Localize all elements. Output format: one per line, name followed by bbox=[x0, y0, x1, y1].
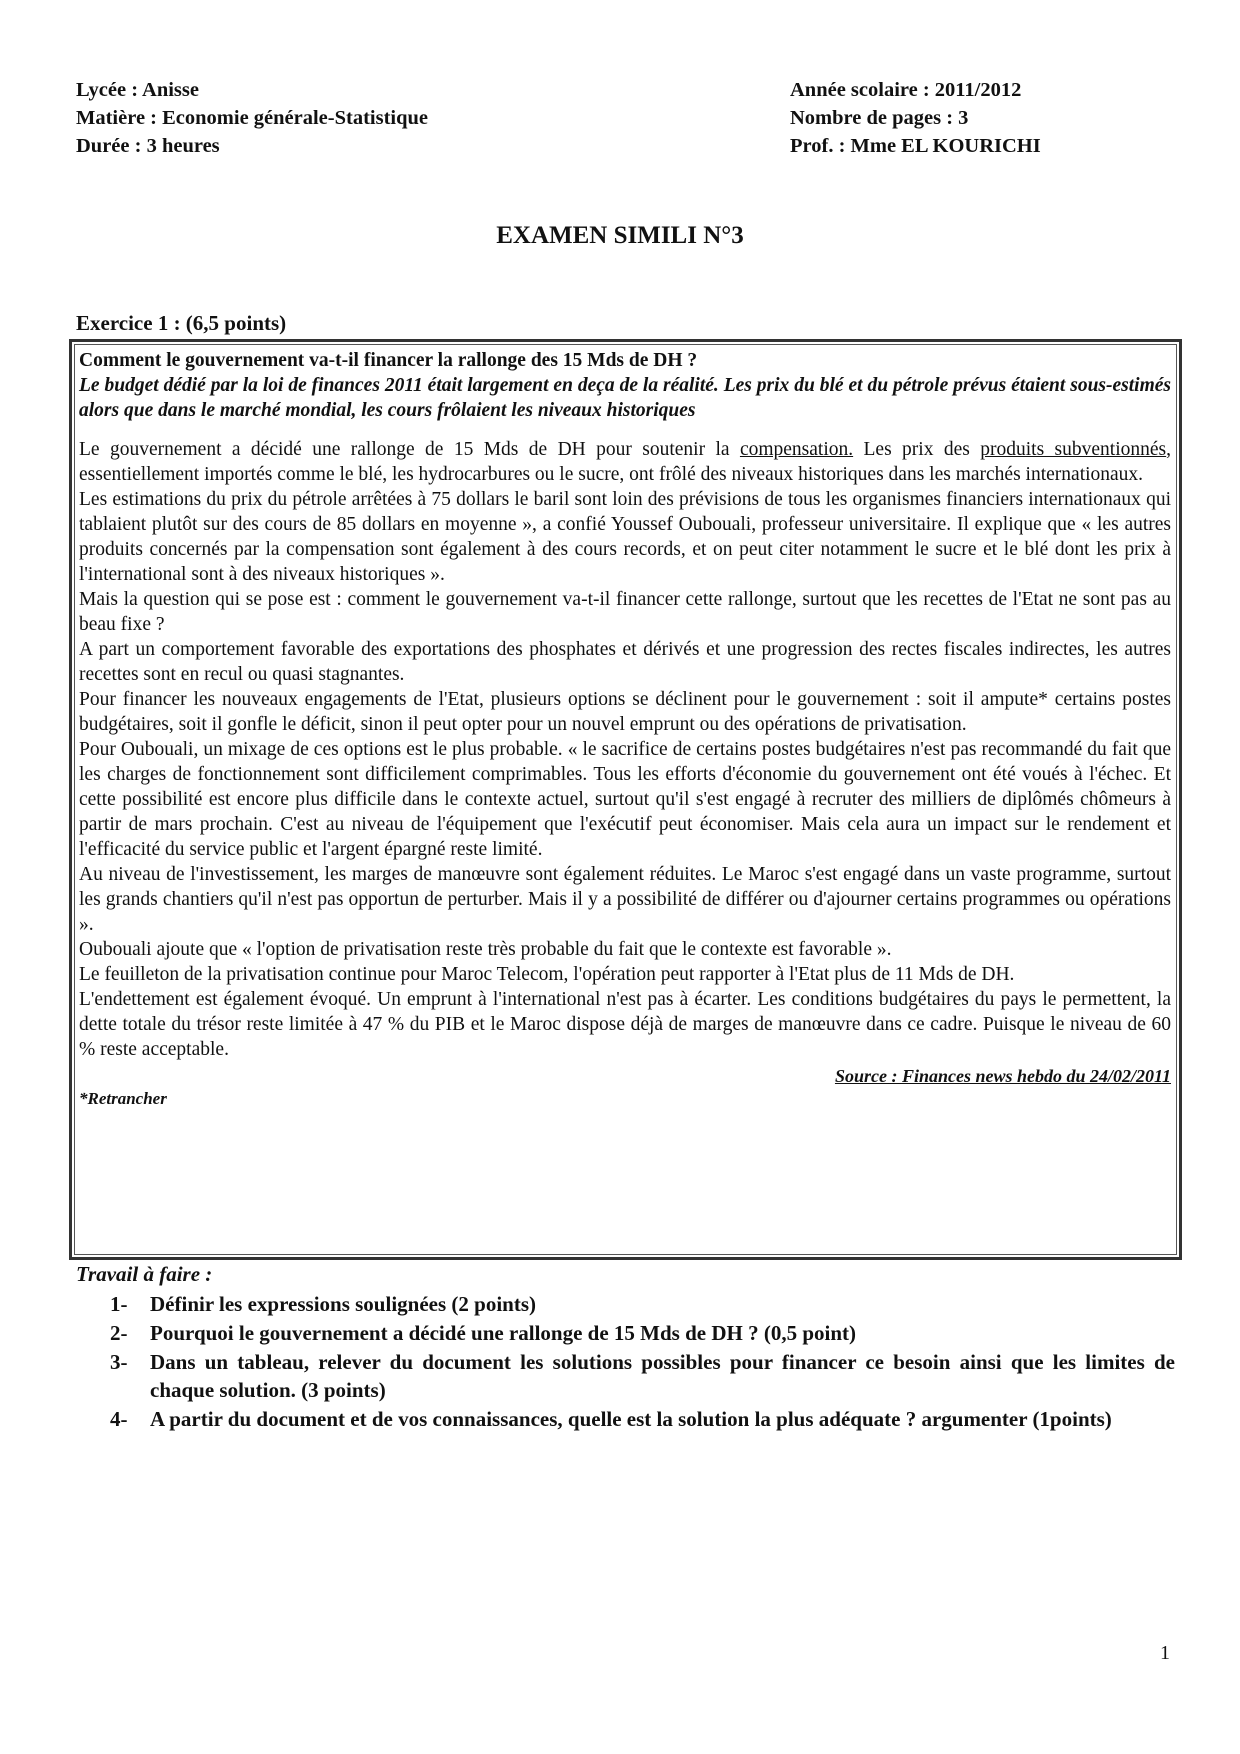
task-number: 4- bbox=[110, 1407, 128, 1431]
paragraph: Les estimations du prix du pétrole arrêtées à 75 dollars le baril sont loin des prévisions de tous les organismes financiers internationaux qui tablaient plutôt sur des cours de 85 dollars en moyenne », a confié Youssef Oubouali, professeur universitaire. Il explique que « les autres produits concernés par la compensation sont également à des cours records, et on peut citer notamment le sucre et le blé dont les prix à l'international sont à des niveaux historiques ». bbox=[79, 489, 1171, 585]
task-list bbox=[110, 1290, 1175, 1434]
task-text: Pourquoi le gouvernement a décidé une rallonge de 15 Mds de DH ? (0,5 point) bbox=[150, 1321, 857, 1345]
task-number: 2- bbox=[110, 1321, 128, 1345]
task-item bbox=[110, 1405, 1175, 1433]
subject: Matière : Economie générale-Statistique bbox=[76, 107, 429, 129]
school-name: Lycée : Anisse bbox=[76, 79, 199, 101]
paragraph: A part un comportement favorable des exportations des phosphates et dérivés et une progression des rectes fiscales indirectes, les autres recettes sont en recul ou quasi stagnantes. bbox=[79, 639, 1171, 685]
page-title: EXAMEN SIMILI N°3 bbox=[496, 222, 744, 249]
paragraph: Mais la question qui se pose est : comment le gouvernement va-t-il financer cette rallonge, surtout que les recettes de l'Etat ne sont pas au beau fixe ? bbox=[79, 589, 1171, 635]
text-segment: Les prix des bbox=[853, 439, 981, 460]
task-number: 1- bbox=[110, 1292, 128, 1316]
task-text: A partir du document et de vos connaissances, quelle est la solution la plus adéquate ? argumenter (1points) bbox=[150, 1407, 1112, 1431]
paragraph: L'endettement est également évoqué. Un emprunt à l'international n'est pas à écarter. Les conditions budgétaires du pays le permettent, la dette totale du trésor reste limitée à 47 % du PIB et le Maroc dispose déjà de marges de manœuvre dans ce cadre. Puisque le niveau de 60 % reste acceptable. bbox=[79, 989, 1171, 1060]
teacher: Prof. : Mme EL KOURICHI bbox=[790, 135, 1041, 157]
work-title: Travail à faire : bbox=[76, 1262, 213, 1286]
document-lead: Le budget dédié par la loi de finances 2011 était largement en deça de la réalité. Les prix du blé et du pétrole prévus étaient sous-estimés alors que dans le marché mondial, les cours frôlaient les niveaux historiques bbox=[79, 375, 1171, 421]
document-body bbox=[79, 437, 1171, 1062]
document-box bbox=[69, 339, 1182, 1260]
exercise-title: Exercice 1 : (6,5 points) bbox=[76, 311, 287, 335]
task-item bbox=[110, 1348, 1175, 1404]
task-item bbox=[110, 1319, 1175, 1347]
paragraph: Pour financer les nouveaux engagements de l'Etat, plusieurs options se déclinent pour le gouvernement : soit il ampute* certains postes budgétaires, soit il gonfle le déficit, sinon il peut opter pour un nouvel emprunt ou des opérations de privatisation. bbox=[79, 689, 1171, 735]
task-text: Dans un tableau, relever du document les solutions possibles pour financer ce besoin ainsi que les limites de chaque solution. (3 points) bbox=[150, 1350, 1175, 1402]
task-text: Définir les expressions soulignées (2 points) bbox=[150, 1292, 536, 1316]
paragraph: Le feuilleton de la privatisation continue pour Maroc Telecom, l'opération peut rapporter à l'Etat plus de 11 Mds de DH. bbox=[79, 964, 1015, 985]
page-number: 1 bbox=[1160, 1642, 1170, 1664]
page-count: Nombre de pages : 3 bbox=[790, 107, 969, 129]
text-segment: , essentiellement importés comme le blé, les hydrocarbures ou le sucre, ont frôlé des niveaux historiques dans les marchés internationaux. bbox=[79, 439, 1172, 485]
document-question: Comment le gouvernement va-t-il financer la rallonge des 15 Mds de DH ? bbox=[79, 350, 698, 371]
duration: Durée : 3 heures bbox=[76, 135, 220, 157]
school-year: Année scolaire : 2011/2012 bbox=[790, 79, 1022, 101]
paragraph bbox=[79, 437, 1171, 487]
task-number: 3- bbox=[110, 1350, 128, 1374]
paragraph: Oubouali ajoute que « l'option de privatisation reste très probable du fait que le contexte est favorable ». bbox=[79, 939, 892, 960]
document-source: Source : Finances news hebdo du 24/02/2011 bbox=[834, 1066, 1171, 1086]
text-segment: Le gouvernement a décidé une rallonge de 15 Mds de DH pour soutenir la bbox=[79, 439, 740, 460]
paragraph: Au niveau de l'investissement, les marges de manœuvre sont également réduites. Le Maroc s'est engagé dans un vaste programme, surtout les grands chantiers qu'il n'est pas opportun de perturber. Mais il y a possibilité de différer ou d'ajourner certains programmes ou opérations ». bbox=[79, 864, 1171, 935]
underlined-term: compensation. bbox=[739, 439, 854, 460]
underlined-term: produits subventionnés bbox=[980, 439, 1167, 460]
paragraph: Pour Oubouali, un mixage de ces options est le plus probable. « le sacrifice de certains postes budgétaires n'est pas recommandé du fait que les charges de fonctionnement sont difficilement comprimables. Tous les efforts d'économie du gouvernement ont été voués à l'échec. Et cette possibilité est encore plus difficile dans le contexte actuel, surtout qu'il s'est engagé à recruter des milliers de diplômés chômeurs à partir de mars prochain. C'est au niveau de l'équipement que l'exécutif peut économiser. Mais cela aura un impact sur le rendement et l'efficacité du service public et l'argent épargné reste limité. bbox=[79, 739, 1171, 860]
exam-header bbox=[76, 76, 1090, 160]
footnote: *Retrancher bbox=[79, 1089, 167, 1108]
task-item bbox=[110, 1290, 1175, 1318]
